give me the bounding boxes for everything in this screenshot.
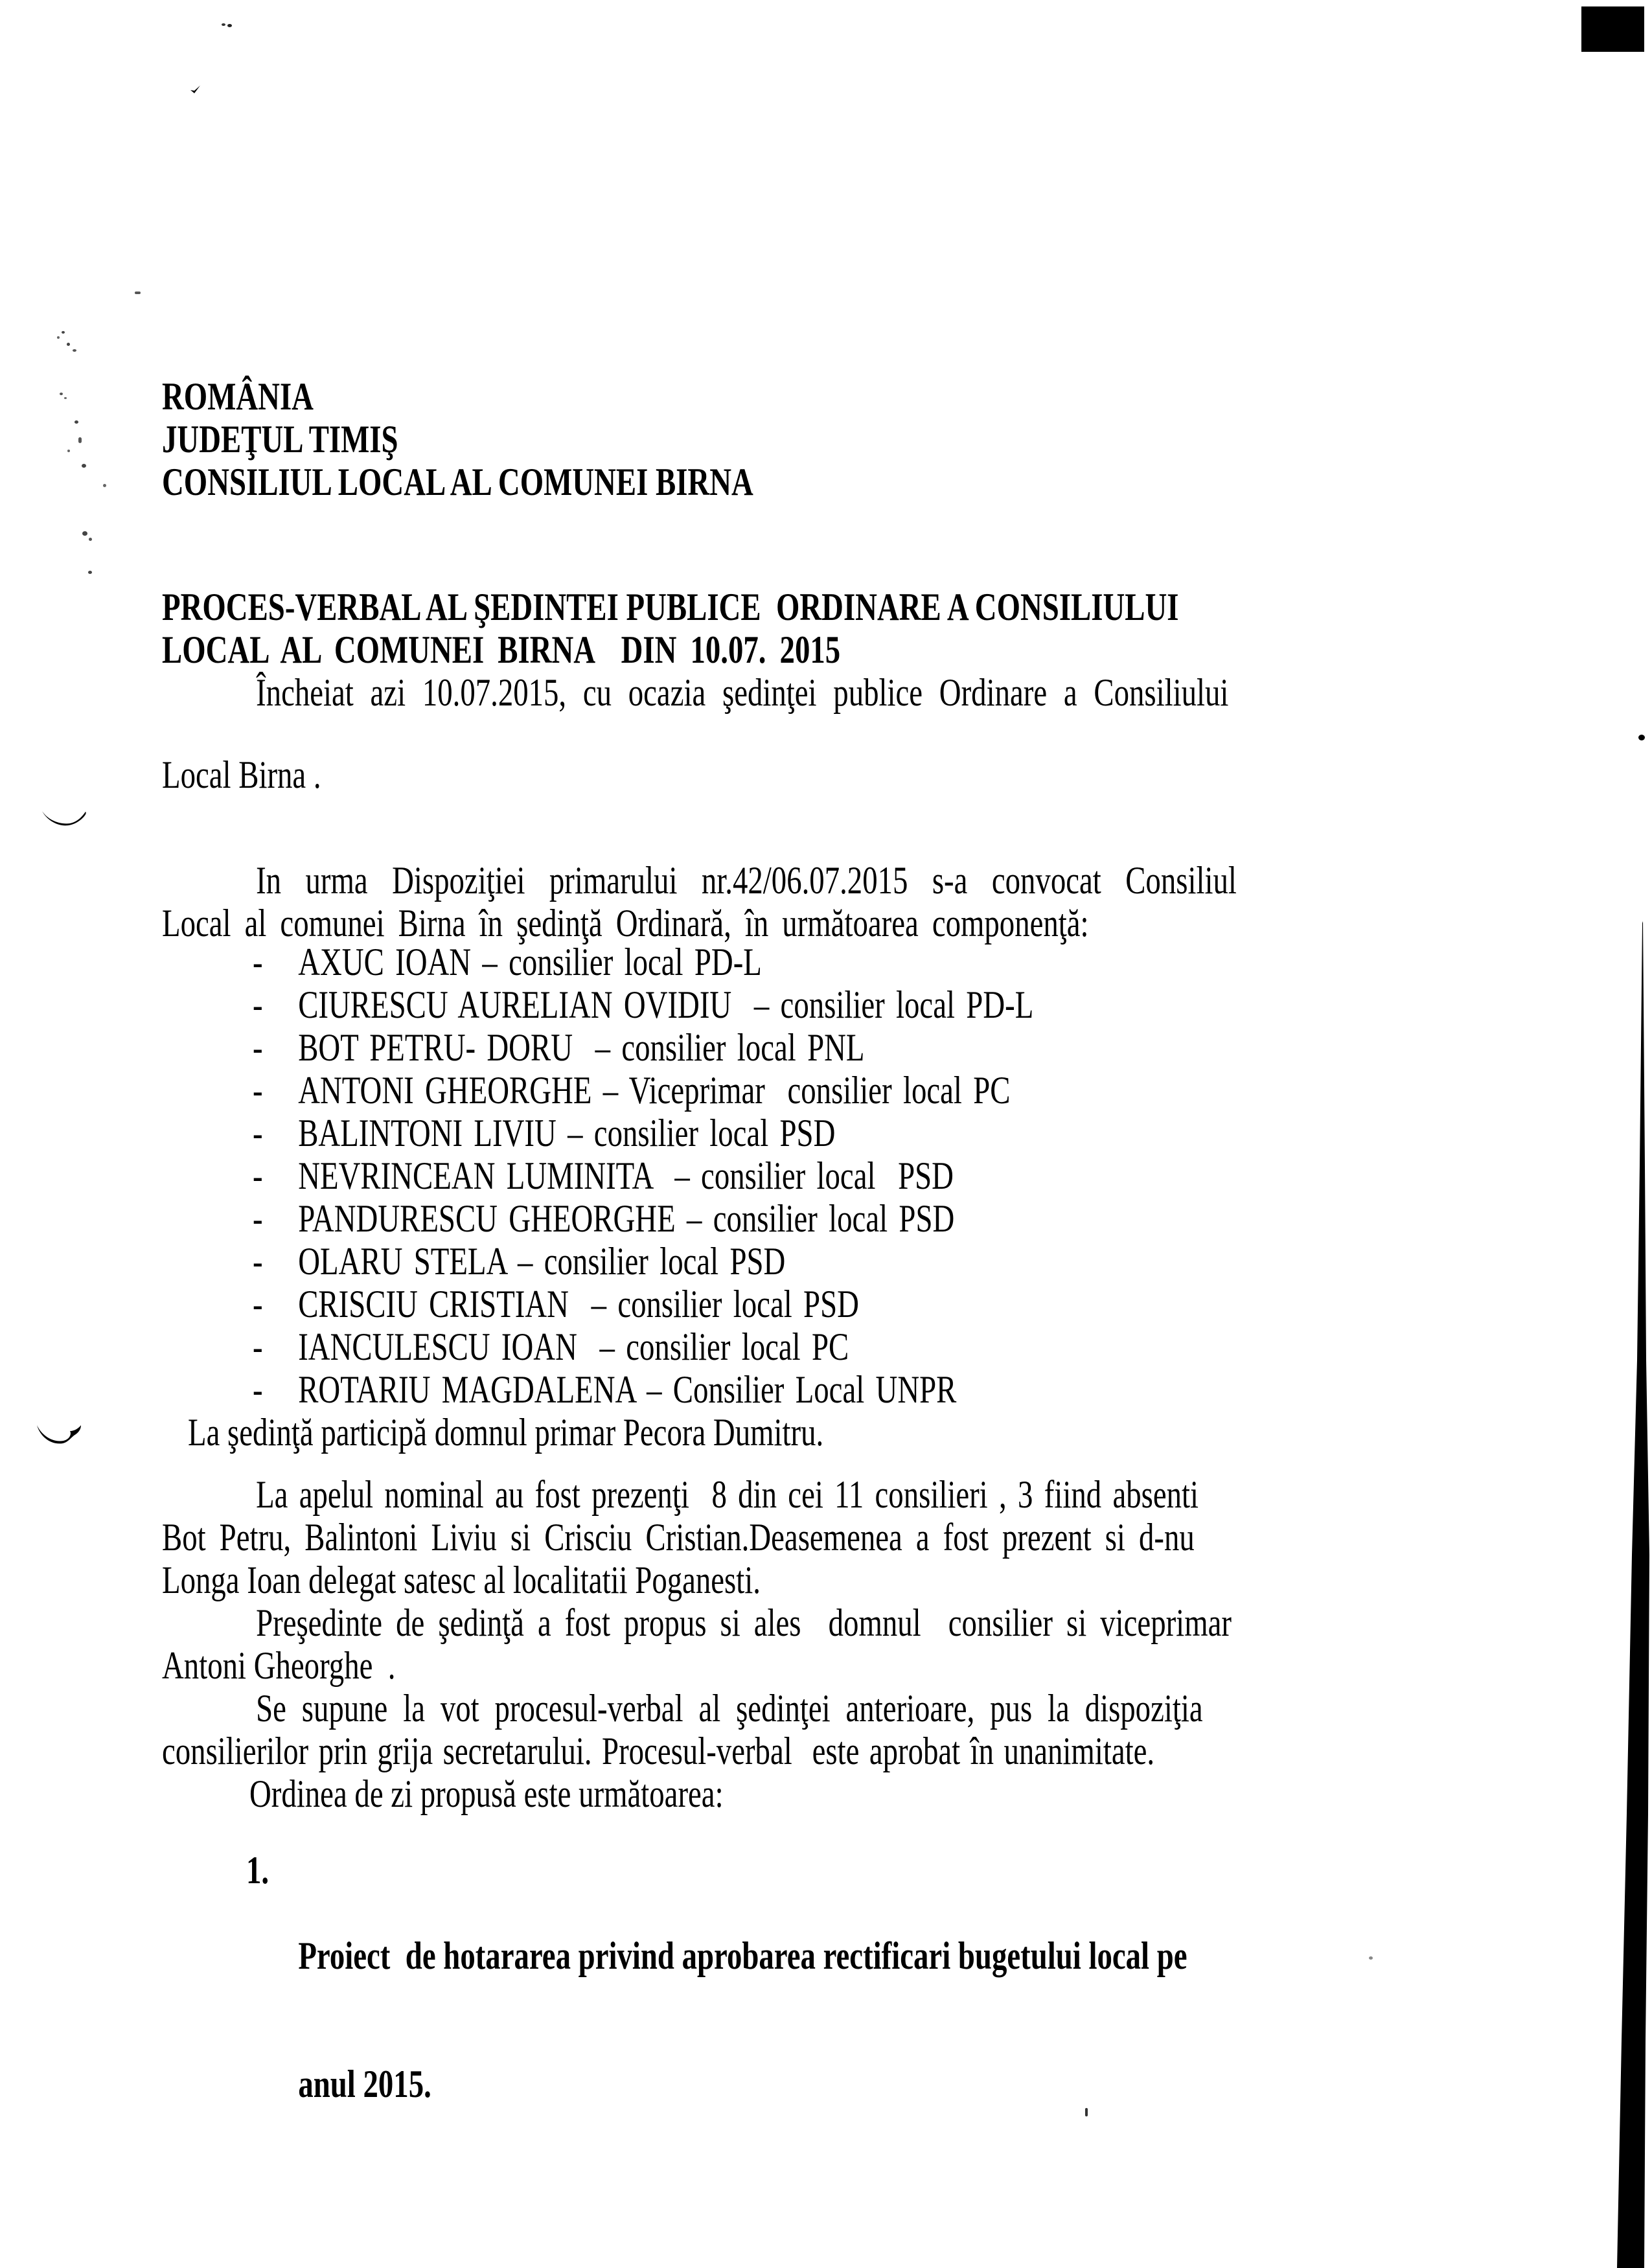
roll-call-line: Bot Petru, Balintoni Liviu si Crisciu Cristian.Deasemenea a fost prezent si d-nu — [162, 1516, 1195, 1559]
list-item — [253, 983, 1033, 1026]
council-member: ROTARIU MAGDALENA – Consilier Local UNPR — [298, 1368, 957, 1411]
scan-speck — [1369, 1956, 1373, 1960]
bullet-dash: - — [253, 1154, 263, 1197]
list-item — [253, 1026, 1033, 1069]
attendance-line: La şedinţă participă domnul primar Pecora Dumitru. — [188, 1411, 824, 1454]
doc-title-block — [162, 586, 1228, 714]
letterhead-county: JUDEŢUL TIMIŞ — [162, 418, 398, 461]
president-line: Antoni Gheorghe . — [162, 1644, 396, 1687]
bullet-dash: - — [253, 1325, 263, 1368]
convocation-line: In urma Dispoziţiei primarului nr.42/06.07.2015 s-a convocat Consiliul — [256, 859, 1237, 902]
list-item — [253, 1069, 1033, 1112]
bullet-dash: - — [253, 1197, 263, 1240]
scan-speck — [57, 336, 60, 339]
bullet-dash: - — [253, 983, 263, 1026]
council-member: BOT PETRU- DORU – consilier local PNL — [298, 1026, 865, 1069]
convocation-line: Local al comunei Birna în şedinţă Ordinară, în următoarea componenţă: — [162, 902, 1089, 945]
vote-line: Se supune la vot procesul-verbal al şedinţei anterioare, pus la dispoziţia — [256, 1687, 1203, 1730]
scan-speck — [62, 331, 65, 334]
agenda-item-line: anul 2015. — [298, 2063, 431, 2105]
list-item — [253, 941, 1033, 983]
letterhead — [162, 375, 753, 503]
pen-mark-2 — [36, 1421, 85, 1447]
list-item — [253, 1283, 1033, 1325]
scan-speck — [88, 571, 92, 574]
location-line: Local Birna . — [162, 753, 321, 796]
council-member: AXUC IOAN – consilier local PD-L — [298, 941, 762, 983]
scan-speck — [1638, 735, 1645, 740]
list-item — [253, 1325, 1033, 1368]
roll-call-paragraph — [162, 1473, 1199, 1601]
bullet-dash: - — [253, 1368, 263, 1411]
bullet-dash: - — [253, 1069, 263, 1112]
scan-speck — [67, 450, 70, 452]
list-item — [253, 1368, 1033, 1411]
agenda-item-line: Proiect de hotararea privind aprobarea rectificari bugetului local pe — [298, 1934, 1187, 1977]
scan-speck — [78, 437, 82, 443]
scan-speck — [73, 349, 76, 352]
letterhead-council: CONSILIUL LOCAL AL COMUNEI BIRNA — [162, 461, 753, 503]
doc-title-line: PROCES-VERBAL AL ŞEDINTEI PUBLICE ORDINARE A CONSILIULUI — [162, 586, 1179, 628]
roll-call-line: Longa Ioan delegat satesc al localitatii Poganesti. — [162, 1559, 761, 1601]
list-item — [253, 1154, 1033, 1197]
agenda-intro: Ordinea de zi propusă este următoarea: — [249, 1772, 724, 1815]
president-paragraph — [162, 1601, 1232, 1687]
agenda-item-number: 1. — [246, 1849, 270, 1892]
council-members-list — [253, 941, 1033, 1411]
letterhead-country: ROMÂNIA — [162, 375, 314, 418]
scan-speck — [60, 393, 63, 395]
agenda-item-text — [298, 1849, 1187, 2191]
bullet-dash: - — [253, 941, 263, 983]
scan-speck — [227, 24, 232, 27]
council-member: CIURESCU AURELIAN OVIDIU – consilier local PD-L — [298, 983, 1034, 1026]
roll-call-line: La apelul nominal au fost prezenţi 8 din cei 11 consilieri , 3 fiind absenti — [256, 1473, 1199, 1516]
council-member: ANTONI GHEORGHE – Viceprimar consilier local PC — [298, 1069, 1011, 1112]
council-member: OLARU STELA – consilier local PSD — [298, 1240, 786, 1283]
list-item — [253, 1197, 1033, 1240]
bullet-dash: - — [253, 1112, 263, 1154]
scan-speck — [103, 484, 106, 487]
scan-speck — [67, 343, 70, 346]
bullet-dash: - — [253, 1240, 263, 1283]
scan-artifact-corner-block — [1581, 6, 1644, 52]
scan-speck — [222, 23, 225, 26]
scan-speck — [82, 464, 86, 468]
list-item — [253, 1112, 1033, 1154]
scan-speck — [64, 397, 67, 399]
list-item — [253, 1240, 1033, 1283]
council-member: CRISCIU CRISTIAN – consilier local PSD — [298, 1283, 859, 1325]
scan-speck — [89, 538, 92, 541]
scan-speck — [135, 292, 141, 294]
vote-line: consilierilor prin grija secretarului. Procesul-verbal este aprobat în unanimitate. — [162, 1730, 1155, 1772]
president-line: Preşedinte de şedinţă a fost propus si ales domnul consilier si viceprimar — [256, 1601, 1232, 1644]
bullet-dash: - — [253, 1026, 263, 1069]
council-member: IANCULESCU IOAN – consilier local PC — [298, 1325, 849, 1368]
council-member: PANDURESCU GHEORGHE – consilier local PSD — [298, 1197, 955, 1240]
council-member: NEVRINCEAN LUMINITA – consilier local PSD — [298, 1154, 954, 1197]
bullet-dash: - — [253, 1283, 263, 1325]
vote-paragraph — [162, 1687, 1203, 1772]
agenda-item-1 — [246, 1849, 1187, 2191]
scan-speck-tick — [190, 85, 201, 93]
pen-mark-1 — [41, 808, 88, 827]
doc-title-line: LOCAL AL COMUNEI BIRNA DIN 10.07. 2015 — [162, 628, 841, 671]
council-member: BALINTONI LIVIU – consilier local PSD — [298, 1112, 836, 1154]
convocation-paragraph — [162, 859, 1237, 945]
scan-speck — [82, 531, 87, 536]
scan-speck — [75, 420, 78, 424]
subtitle-line: Încheiat azi 10.07.2015, cu ocazia şedinţei publice Ordinare a Consiliului — [256, 671, 1229, 714]
